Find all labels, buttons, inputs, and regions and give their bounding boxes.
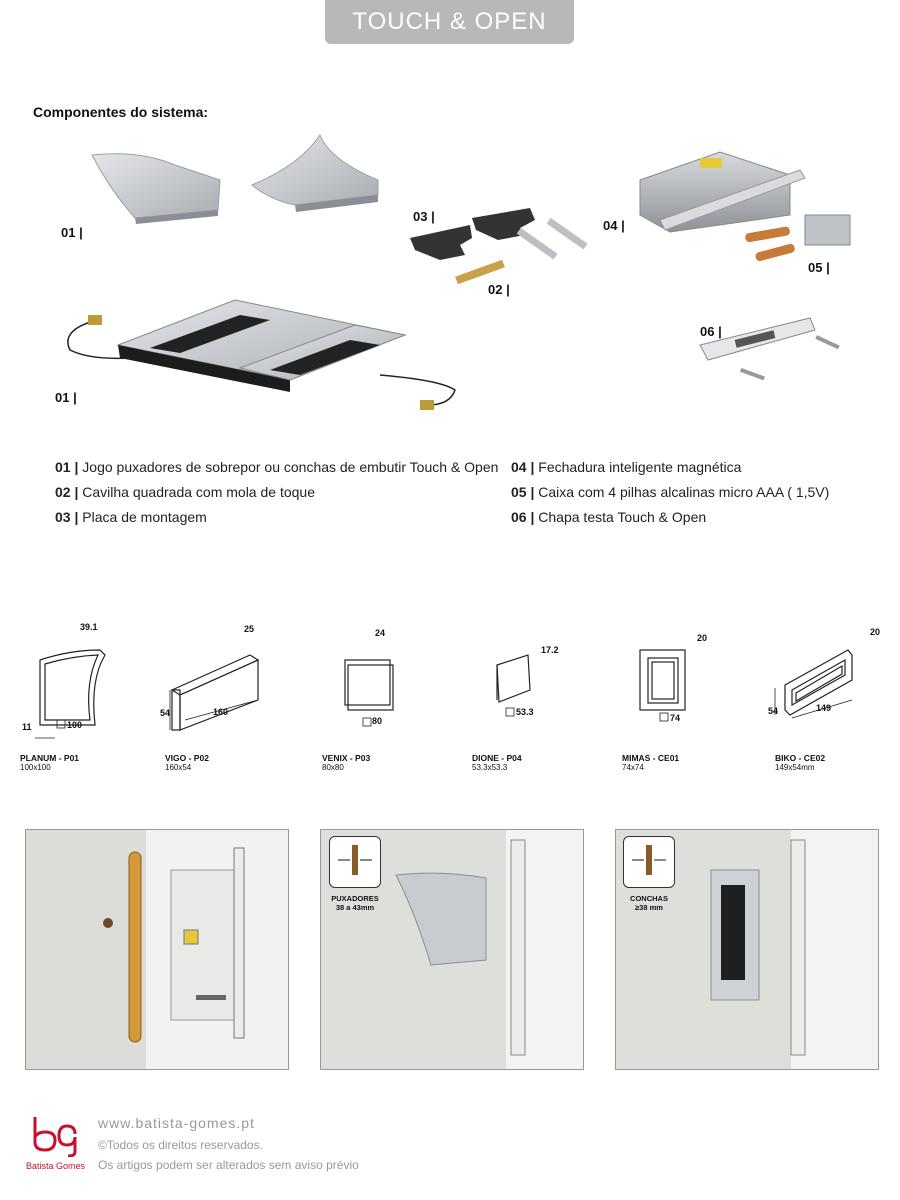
header-title: TOUCH & OPEN (325, 0, 574, 44)
dim-biko-height: 54 (768, 706, 779, 716)
dim-biko-depth: 20 (870, 627, 881, 637)
model-dione (472, 753, 522, 773)
label-03: 03 | (413, 209, 435, 224)
model-biko (775, 753, 825, 773)
model-planum (20, 753, 79, 773)
conchas-badge (623, 836, 675, 888)
desc-num: 06 | (511, 509, 535, 525)
dim-mimas-size: 74 (670, 713, 681, 723)
conchas-range: ≥38 mm (635, 903, 663, 912)
footer-url[interactable]: www.batista-gomes.pt (98, 1115, 255, 1131)
desc-num: 03 | (55, 509, 79, 525)
desc-num: 05 | (511, 484, 535, 500)
desc-num: 02 | (55, 484, 79, 500)
dim-planum-depth: 39.1 (80, 622, 98, 632)
brand-logo (30, 1112, 80, 1157)
desc-item-01 (55, 459, 498, 475)
puxadores-label (320, 894, 390, 912)
model-size: 160x54 (165, 763, 192, 772)
components-title: Componentes do sistema: (33, 104, 209, 120)
desc-num: 04 | (511, 459, 535, 475)
desc-item-06 (511, 509, 706, 525)
dim-planum-size: 100 (67, 720, 83, 730)
model-name: MIMAS - CE01 (622, 753, 680, 763)
dim-venix-size: 80 (372, 716, 383, 726)
desc-text: Chapa testa Touch & Open (538, 509, 707, 525)
brand-name: Batista Gomes (26, 1161, 86, 1171)
model-mimas (622, 753, 679, 773)
model-name: BIKO - CE02 (775, 753, 826, 763)
puxadores-range: 38 a 43mm (335, 903, 375, 912)
desc-text: Placa de montagem (82, 509, 207, 525)
dim-vigo-height: 54 (160, 708, 171, 718)
dim-biko-width: 149 (816, 703, 832, 713)
puxadores-title: PUXADORES (331, 894, 379, 903)
model-size: 53.3x53.3 (472, 763, 508, 772)
model-vigo (165, 753, 209, 773)
handle-planum-2 (252, 135, 378, 212)
model-size: 74x74 (622, 763, 644, 772)
install-photo (25, 829, 289, 1070)
desc-item-03 (55, 509, 207, 525)
label-06: 06 | (700, 324, 722, 339)
model-name: DIONE - P04 (472, 753, 522, 763)
desc-item-04 (511, 459, 741, 475)
footer-note: Os artigos podem ser alterados sem aviso prévio (98, 1158, 359, 1172)
model-drawings (0, 610, 900, 750)
desc-text: Caixa com 4 pilhas alcalinas micro AAA ( 1,5V) (538, 484, 830, 500)
model-size: 80x80 (322, 763, 344, 772)
label-01-top: 01 | (61, 225, 83, 240)
model-size: 149x54mm (775, 763, 815, 772)
dim-planum-thickness: 11 (22, 722, 32, 732)
desc-item-02 (55, 484, 315, 500)
puxadores-badge (329, 836, 381, 888)
door-thickness-icon (330, 837, 380, 887)
label-01-bottom: 01 | (55, 390, 77, 405)
dim-mimas-depth: 20 (697, 633, 708, 643)
model-venix (322, 753, 370, 773)
conchas-label (614, 894, 684, 912)
handle-planum-1 (92, 154, 220, 224)
desc-item-05 (511, 484, 829, 500)
label-02: 02 | (488, 282, 510, 297)
dim-vigo-width: 160 (213, 707, 229, 717)
model-name: VENIX - P03 (322, 753, 371, 763)
desc-text: Cavilha quadrada com mola de toque (82, 484, 315, 500)
footer-rights: ©Todos os direitos reservados. (98, 1138, 263, 1152)
components-illustration (0, 120, 900, 420)
smart-lock (640, 152, 805, 232)
label-05: 05 | (808, 260, 830, 275)
dim-dione-size: 53.3 (516, 707, 534, 717)
model-size: 100x100 (20, 763, 51, 772)
desc-num: 01 | (55, 459, 79, 475)
desc-text: Fechadura inteligente magnética (538, 459, 742, 475)
dim-dione-depth: 17.2 (541, 645, 559, 655)
model-name: PLANUM - P01 (20, 753, 80, 763)
door-lock-image (26, 830, 288, 1069)
desc-text: Jogo puxadores de sobrepor ou conchas de embutir Touch & Open (82, 459, 499, 475)
dim-vigo-depth: 25 (244, 624, 255, 634)
model-name: VIGO - P02 (165, 753, 209, 763)
label-04: 04 | (603, 218, 625, 233)
dim-venix-depth: 24 (375, 628, 386, 638)
door-thickness-icon (624, 837, 674, 887)
conchas-title: CONCHAS (630, 894, 668, 903)
